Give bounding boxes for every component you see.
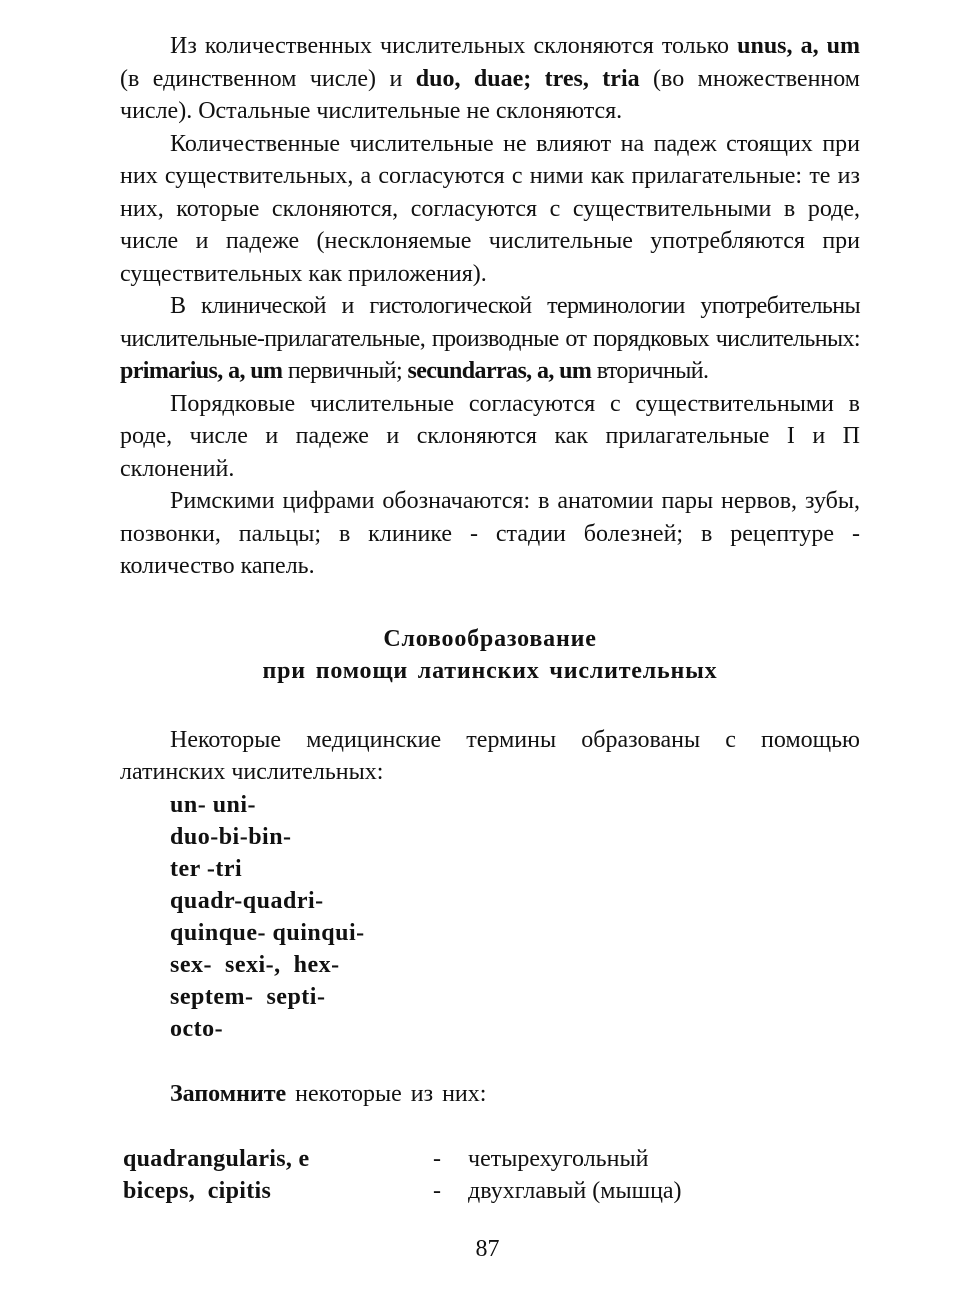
text-run: Из количественных числительных склоняются только — [170, 33, 738, 59]
page-number: 87 — [475, 1236, 500, 1262]
bold-term: secundarras, a, um — [407, 358, 592, 384]
prefix-item: un- uni- — [170, 791, 257, 818]
term-translation: двухглавый (мышца) — [468, 1177, 682, 1204]
body-paragraph — [120, 128, 860, 291]
body-paragraph — [120, 485, 860, 583]
terms-list — [120, 1143, 860, 1207]
text-run: (во множественном числе). Остальные числительные не склоняются. — [120, 65, 860, 124]
text-run: первичный; — [282, 358, 408, 384]
term-row — [120, 1143, 860, 1175]
prefix-item: septem- septi- — [170, 983, 326, 1010]
body-paragraph — [120, 30, 860, 128]
prefix-item: quinque- quinqui- — [170, 919, 365, 946]
bold-term: unus, a, um — [737, 33, 860, 59]
text-run: В клинической и гистологической терминологии употребительны числительные-прилагательные, производные от порядковых числительных: — [120, 293, 860, 352]
text-run: (в единственном числе) и — [120, 65, 416, 92]
heading-line-1: Словообразование — [383, 625, 597, 652]
term-translation: четырехугольный — [468, 1145, 649, 1172]
heading-line-2: при помощи латинских числительных — [262, 657, 718, 684]
section-heading — [120, 623, 860, 687]
intro-paragraph: Некоторые медицинские термины образованы с помощью латинских числительных: — [120, 726, 860, 785]
bold-term: primarius, a, um — [120, 358, 283, 384]
remember-rest: некоторые из них: — [286, 1080, 487, 1107]
prefix-list — [120, 789, 860, 1045]
prefix-item: sex- sexi-, hex- — [170, 951, 340, 978]
prefix-item: duo-bi-bin- — [170, 823, 292, 850]
text-run: Римскими цифрами обозначаются: в анатомии пары нервов, зубы, позвонки, пальцы; в клинике - стадии болезней; в рецептуре - количество капель. — [120, 488, 860, 579]
term-latin: biceps, cipitis — [123, 1177, 272, 1204]
remember-bold: Запомните — [170, 1080, 287, 1107]
prefix-item: quadr-quadri- — [170, 887, 324, 914]
body-paragraph — [120, 290, 860, 388]
prefix-item: octo- — [170, 1015, 224, 1042]
bold-term: duo, duae; tres, tria — [415, 65, 640, 92]
term-dash: - — [433, 1177, 441, 1204]
term-latin: quadrangularis, e — [123, 1145, 310, 1172]
term-dash: - — [433, 1145, 441, 1172]
text-run: Количественные числительные не влияют на падеж стоящих при них существительных, а согласуются с ними как прилагательные: те из них, которые склоняются, согласуются с существительными в роде, числе и падеже (несклоняемые числительные употребляются при существительных как приложения). — [120, 130, 860, 287]
term-row — [120, 1175, 860, 1207]
text-paragraphs — [120, 30, 860, 583]
page-body — [120, 30, 860, 1207]
text-run: Порядковые числительные согласуются с существительными в роде, числе и падеже и склоняются как прилагательные I и П склонений. — [120, 390, 860, 482]
prefix-item: ter -tri — [170, 855, 243, 882]
remember-line — [120, 1078, 860, 1110]
body-paragraph — [120, 388, 860, 486]
text-run: вторичный. — [591, 358, 709, 384]
